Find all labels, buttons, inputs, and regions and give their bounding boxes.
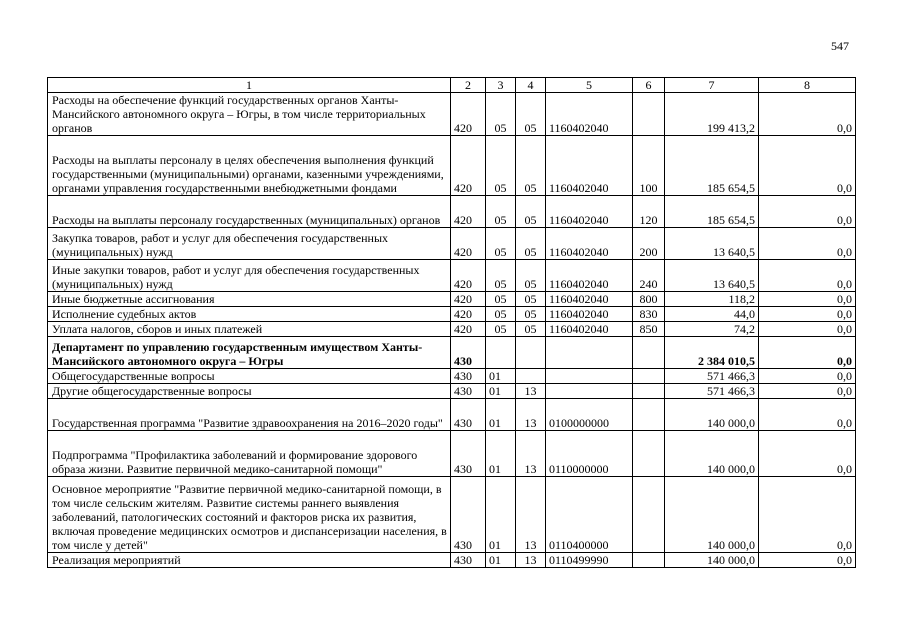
row-name: Другие общегосударственные вопросы <box>48 384 451 399</box>
col-2-cell: 430 <box>451 477 486 553</box>
col-3-cell: 05 <box>486 307 516 322</box>
col-2-cell: 420 <box>451 307 486 322</box>
col-4-cell <box>516 369 546 384</box>
col-2-cell: 420 <box>451 136 486 196</box>
table-header-row <box>48 78 856 93</box>
col-2-cell: 430 <box>451 431 486 477</box>
col-3-cell: 01 <box>486 399 516 431</box>
col-6-cell: 200 <box>633 228 665 260</box>
col-5-cell: 1160402040 <box>546 228 633 260</box>
col-3-cell: 05 <box>486 196 516 228</box>
col-3-cell: 01 <box>486 553 516 568</box>
col-7-cell: 140 000,0 <box>665 477 759 553</box>
col-4-cell: 13 <box>516 477 546 553</box>
col-2-cell: 420 <box>451 93 486 136</box>
col-8-cell: 0,0 <box>759 260 856 292</box>
col-3-cell <box>486 337 516 369</box>
row-name: Расходы на выплаты персоналу государственных (муниципальных) органов <box>48 196 451 228</box>
col-8-cell: 0,0 <box>759 93 856 136</box>
header-cell: 1 <box>48 78 451 93</box>
table-row <box>48 369 856 384</box>
col-7-cell: 13 640,5 <box>665 228 759 260</box>
col-5-cell: 1160402040 <box>546 196 633 228</box>
col-7-cell: 118,2 <box>665 292 759 307</box>
table-row <box>48 431 856 477</box>
col-8-cell: 0,0 <box>759 399 856 431</box>
col-2-cell: 430 <box>451 369 486 384</box>
row-name: Иные бюджетные ассигнования <box>48 292 451 307</box>
col-3-cell: 05 <box>486 322 516 337</box>
col-8-cell: 0,0 <box>759 136 856 196</box>
col-5-cell: 0110400000 <box>546 477 633 553</box>
col-7-cell: 140 000,0 <box>665 553 759 568</box>
col-2-cell: 430 <box>451 337 486 369</box>
col-3-cell: 05 <box>486 260 516 292</box>
col-8-cell: 0,0 <box>759 322 856 337</box>
budget-table <box>47 77 856 568</box>
col-6-cell <box>633 553 665 568</box>
col-6-cell <box>633 369 665 384</box>
row-name: Расходы на выплаты персоналу в целях обеспечения выполнения функций государственными (муниципальными) органами, казенными учреждениями, органами управления государственными внебюджетными фондами <box>48 136 451 196</box>
header-cell: 7 <box>665 78 759 93</box>
col-3-cell: 05 <box>486 292 516 307</box>
col-5-cell: 0110000000 <box>546 431 633 477</box>
table-row <box>48 477 856 553</box>
header-cell: 2 <box>451 78 486 93</box>
col-6-cell <box>633 399 665 431</box>
col-7-cell: 185 654,5 <box>665 196 759 228</box>
col-6-cell <box>633 93 665 136</box>
col-6-cell: 800 <box>633 292 665 307</box>
col-6-cell: 100 <box>633 136 665 196</box>
col-4-cell: 13 <box>516 384 546 399</box>
col-8-cell: 0,0 <box>759 369 856 384</box>
row-name: Общегосударственные вопросы <box>48 369 451 384</box>
header-cell: 4 <box>516 78 546 93</box>
col-8-cell: 0,0 <box>759 477 856 553</box>
table-row <box>48 399 856 431</box>
row-name: Основное мероприятие "Развитие первичной медико-санитарной помощи, в том числе сельским жителям. Развитие системы раннего выявления заболеваний, патологических состояний и факторов риска их развития, включая проведение медицинских осмотров и диспансеризации населения, в том числе у детей" <box>48 477 451 553</box>
col-5-cell: 0110499990 <box>546 553 633 568</box>
col-8-cell: 0,0 <box>759 431 856 477</box>
col-3-cell: 01 <box>486 384 516 399</box>
table-row <box>48 292 856 307</box>
col-7-cell: 44,0 <box>665 307 759 322</box>
col-7-cell: 199 413,2 <box>665 93 759 136</box>
table-row <box>48 322 856 337</box>
col-2-cell: 430 <box>451 553 486 568</box>
col-6-cell <box>633 477 665 553</box>
col-4-cell: 05 <box>516 260 546 292</box>
col-8-cell: 0,0 <box>759 228 856 260</box>
col-7-cell: 571 466,3 <box>665 384 759 399</box>
col-2-cell: 420 <box>451 322 486 337</box>
col-6-cell: 830 <box>633 307 665 322</box>
row-name: Закупка товаров, работ и услуг для обеспечения государственных (муниципальных) нужд <box>48 228 451 260</box>
row-name: Реализация мероприятий <box>48 553 451 568</box>
col-4-cell: 05 <box>516 93 546 136</box>
row-name: Государственная программа "Развитие здравоохранения на 2016–2020 годы" <box>48 399 451 431</box>
col-3-cell: 05 <box>486 228 516 260</box>
row-name: Исполнение судебных актов <box>48 307 451 322</box>
col-7-cell: 13 640,5 <box>665 260 759 292</box>
col-4-cell: 05 <box>516 307 546 322</box>
table-row <box>48 553 856 568</box>
col-4-cell <box>516 337 546 369</box>
col-5-cell: 1160402040 <box>546 322 633 337</box>
col-4-cell: 13 <box>516 399 546 431</box>
col-3-cell: 05 <box>486 93 516 136</box>
table-row <box>48 337 856 369</box>
col-5-cell: 1160402040 <box>546 93 633 136</box>
col-7-cell: 140 000,0 <box>665 399 759 431</box>
col-6-cell: 120 <box>633 196 665 228</box>
col-2-cell: 420 <box>451 292 486 307</box>
col-3-cell: 01 <box>486 369 516 384</box>
col-4-cell: 05 <box>516 136 546 196</box>
col-6-cell <box>633 431 665 477</box>
col-6-cell <box>633 337 665 369</box>
col-7-cell: 185 654,5 <box>665 136 759 196</box>
row-name: Подпрограмма "Профилактика заболеваний и формирование здорового образа жизни. Развитие первичной медико-санитарной помощи" <box>48 431 451 477</box>
col-6-cell: 240 <box>633 260 665 292</box>
col-7-cell: 571 466,3 <box>665 369 759 384</box>
row-name: Уплата налогов, сборов и иных платежей <box>48 322 451 337</box>
col-5-cell: 1160402040 <box>546 307 633 322</box>
col-4-cell: 05 <box>516 292 546 307</box>
table-row <box>48 384 856 399</box>
header-cell: 3 <box>486 78 516 93</box>
col-7-cell: 2 384 010,5 <box>665 337 759 369</box>
col-8-cell: 0,0 <box>759 337 856 369</box>
col-5-cell: 0100000000 <box>546 399 633 431</box>
col-8-cell: 0,0 <box>759 196 856 228</box>
col-8-cell: 0,0 <box>759 292 856 307</box>
col-8-cell: 0,0 <box>759 307 856 322</box>
col-6-cell <box>633 384 665 399</box>
col-4-cell: 13 <box>516 431 546 477</box>
header-cell: 5 <box>546 78 633 93</box>
table-row <box>48 93 856 136</box>
page-number: 547 <box>831 39 849 53</box>
col-6-cell: 850 <box>633 322 665 337</box>
col-5-cell: 1160402040 <box>546 136 633 196</box>
col-2-cell: 420 <box>451 228 486 260</box>
col-5-cell: 1160402040 <box>546 292 633 307</box>
col-3-cell: 01 <box>486 431 516 477</box>
col-3-cell: 05 <box>486 136 516 196</box>
table-row <box>48 136 856 196</box>
table-row <box>48 196 856 228</box>
header-cell: 6 <box>633 78 665 93</box>
col-2-cell: 430 <box>451 399 486 431</box>
table-row <box>48 260 856 292</box>
row-name: Расходы на обеспечение функций государственных органов Ханты-Мансийского автономного округа – Югры, в том числе территориальных органов <box>48 93 451 136</box>
table-row <box>48 228 856 260</box>
col-7-cell: 140 000,0 <box>665 431 759 477</box>
row-name: Иные закупки товаров, работ и услуг для обеспечения государственных (муниципальных) нужд <box>48 260 451 292</box>
table-row <box>48 307 856 322</box>
col-5-cell <box>546 384 633 399</box>
col-4-cell: 13 <box>516 553 546 568</box>
col-7-cell: 74,2 <box>665 322 759 337</box>
col-5-cell: 1160402040 <box>546 260 633 292</box>
col-4-cell: 05 <box>516 322 546 337</box>
col-2-cell: 420 <box>451 260 486 292</box>
col-4-cell: 05 <box>516 196 546 228</box>
row-name: Департамент по управлению государственным имуществом Ханты-Мансийского автономного округа – Югры <box>48 337 451 369</box>
col-4-cell: 05 <box>516 228 546 260</box>
col-5-cell <box>546 337 633 369</box>
header-cell: 8 <box>759 78 856 93</box>
col-3-cell: 01 <box>486 477 516 553</box>
col-8-cell: 0,0 <box>759 384 856 399</box>
col-5-cell <box>546 369 633 384</box>
col-2-cell: 420 <box>451 196 486 228</box>
col-2-cell: 430 <box>451 384 486 399</box>
col-8-cell: 0,0 <box>759 553 856 568</box>
